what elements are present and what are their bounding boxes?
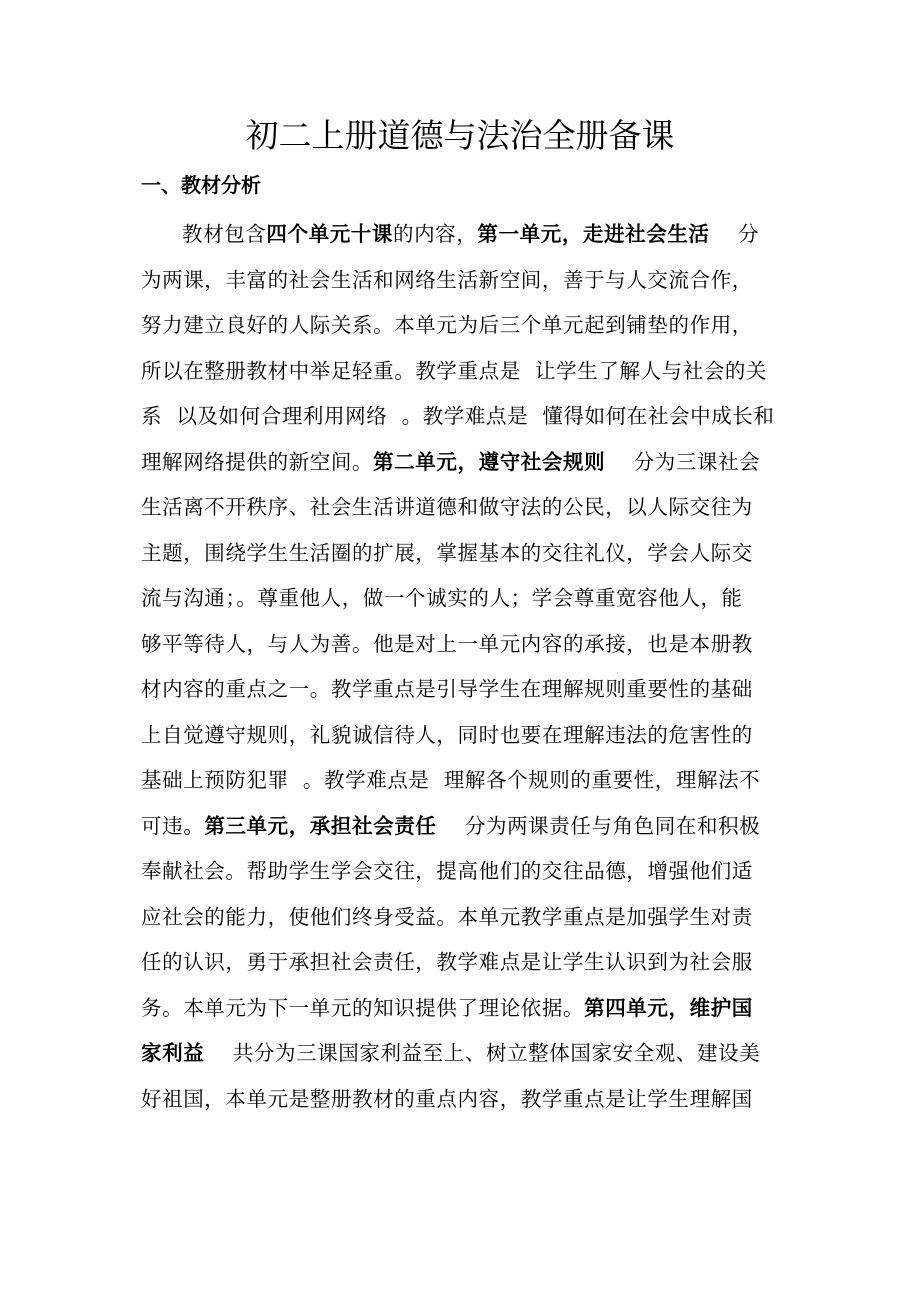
text-run: 为两课，丰富的社会生活和网络生活新空间，善于与人交流合作， [141,267,753,292]
text-run: 基础上预防犯罪 。教学难点是 理解各个规则的重要性，理解法不 [141,768,761,792]
text-run: 可违。 [141,813,205,838]
text-line [141,1077,781,1123]
bold-text-run: 家利益 [141,1041,205,1065]
text-run: 应社会的能力，使他们终身受益。本单元教学重点是加强学生对责 [141,904,753,929]
text-line [141,258,781,304]
text-run: 分为两课责任与角色同在和积极 [436,813,761,838]
text-line [141,349,781,395]
text-run: 的内容， [393,222,478,246]
text-run: 务。本单元为下一单元的知识提供了理论依据。 [141,995,585,1020]
text-run: 主题，围绕学生生活圈的扩展，掌握基本的交往礼仪，学会人际交 [141,540,753,565]
document-title: 初二上册道德与法治全册备课 [245,116,675,155]
text-line [141,440,781,486]
text-run: 上自觉遵守规则，礼貌诚信待人，同时也要在理解违法的危害性的 [141,722,753,747]
text-line [141,394,781,440]
text-line [141,212,781,258]
text-run: 够平等待人，与人为善。他是对上一单元内容的承接，也是本册教 [141,631,753,656]
text-run: 系 以及如何合理利用网络 。教学难点是 懂得如何在社会中成长和 [141,404,775,428]
bold-text-run: 第四单元，维护国 [584,995,753,1020]
text-run: 好祖国，本单元是整册教材的重点内容，教学重点是让学生理解国 [141,1086,753,1111]
text-run: 教材包含 [182,222,267,246]
text-line [141,303,781,349]
text-run: 努力建立良好的人际关系。本单元为后三个单元起到铺垫的作用， [141,313,753,337]
bold-text-run: 第三单元，承担社会责任 [204,813,437,838]
text-run: 任的认识，勇于承担社会责任，教学难点是让学生认识到为社会服 [141,950,753,974]
text-line [141,986,781,1032]
text-line [141,804,781,850]
text-line [141,667,781,713]
text-line [141,622,781,668]
text-line [141,485,781,531]
section-heading: 一、教材分析 [141,173,261,197]
text-run: 材内容的重点之一。教学重点是引导学生在理解规则重要性的基础 [141,677,753,701]
text-run: 分 [709,222,760,246]
text-line [141,895,781,941]
text-run: 分为三课社会 [605,449,761,474]
bold-text-run: 四个单元十课 [266,222,394,246]
text-line [141,849,781,895]
text-run: 共分为三课国家利益至上、树立整体国家安全观、建设美 [204,1041,761,1065]
text-line [141,713,781,759]
text-run: 奉献社会。帮助学生学会交往，提高他们的交往品德，增强他们适 [141,859,753,883]
bold-text-run: 第一单元，走进社会生活 [477,222,710,246]
text-line [141,576,781,622]
text-line [141,1031,781,1077]
text-run: 所以在整册教材中举足轻重。教学重点是 让学生了解人与社会的关 [141,358,768,383]
text-run: 生活离不开秩序、社会生活讲道德和做守法的公民，以人际交往为 [141,495,753,519]
bold-text-run: 第二单元，遵守社会规则 [373,449,606,474]
text-line [141,758,781,804]
text-line [141,531,781,577]
text-run: 理解网络提供的新空间。 [141,449,374,474]
text-run: 流与沟通；。尊重他人，做一个诚实的人；学会尊重宽容他人，能 [141,586,743,610]
body-paragraph [141,212,781,1122]
text-line [141,940,781,986]
